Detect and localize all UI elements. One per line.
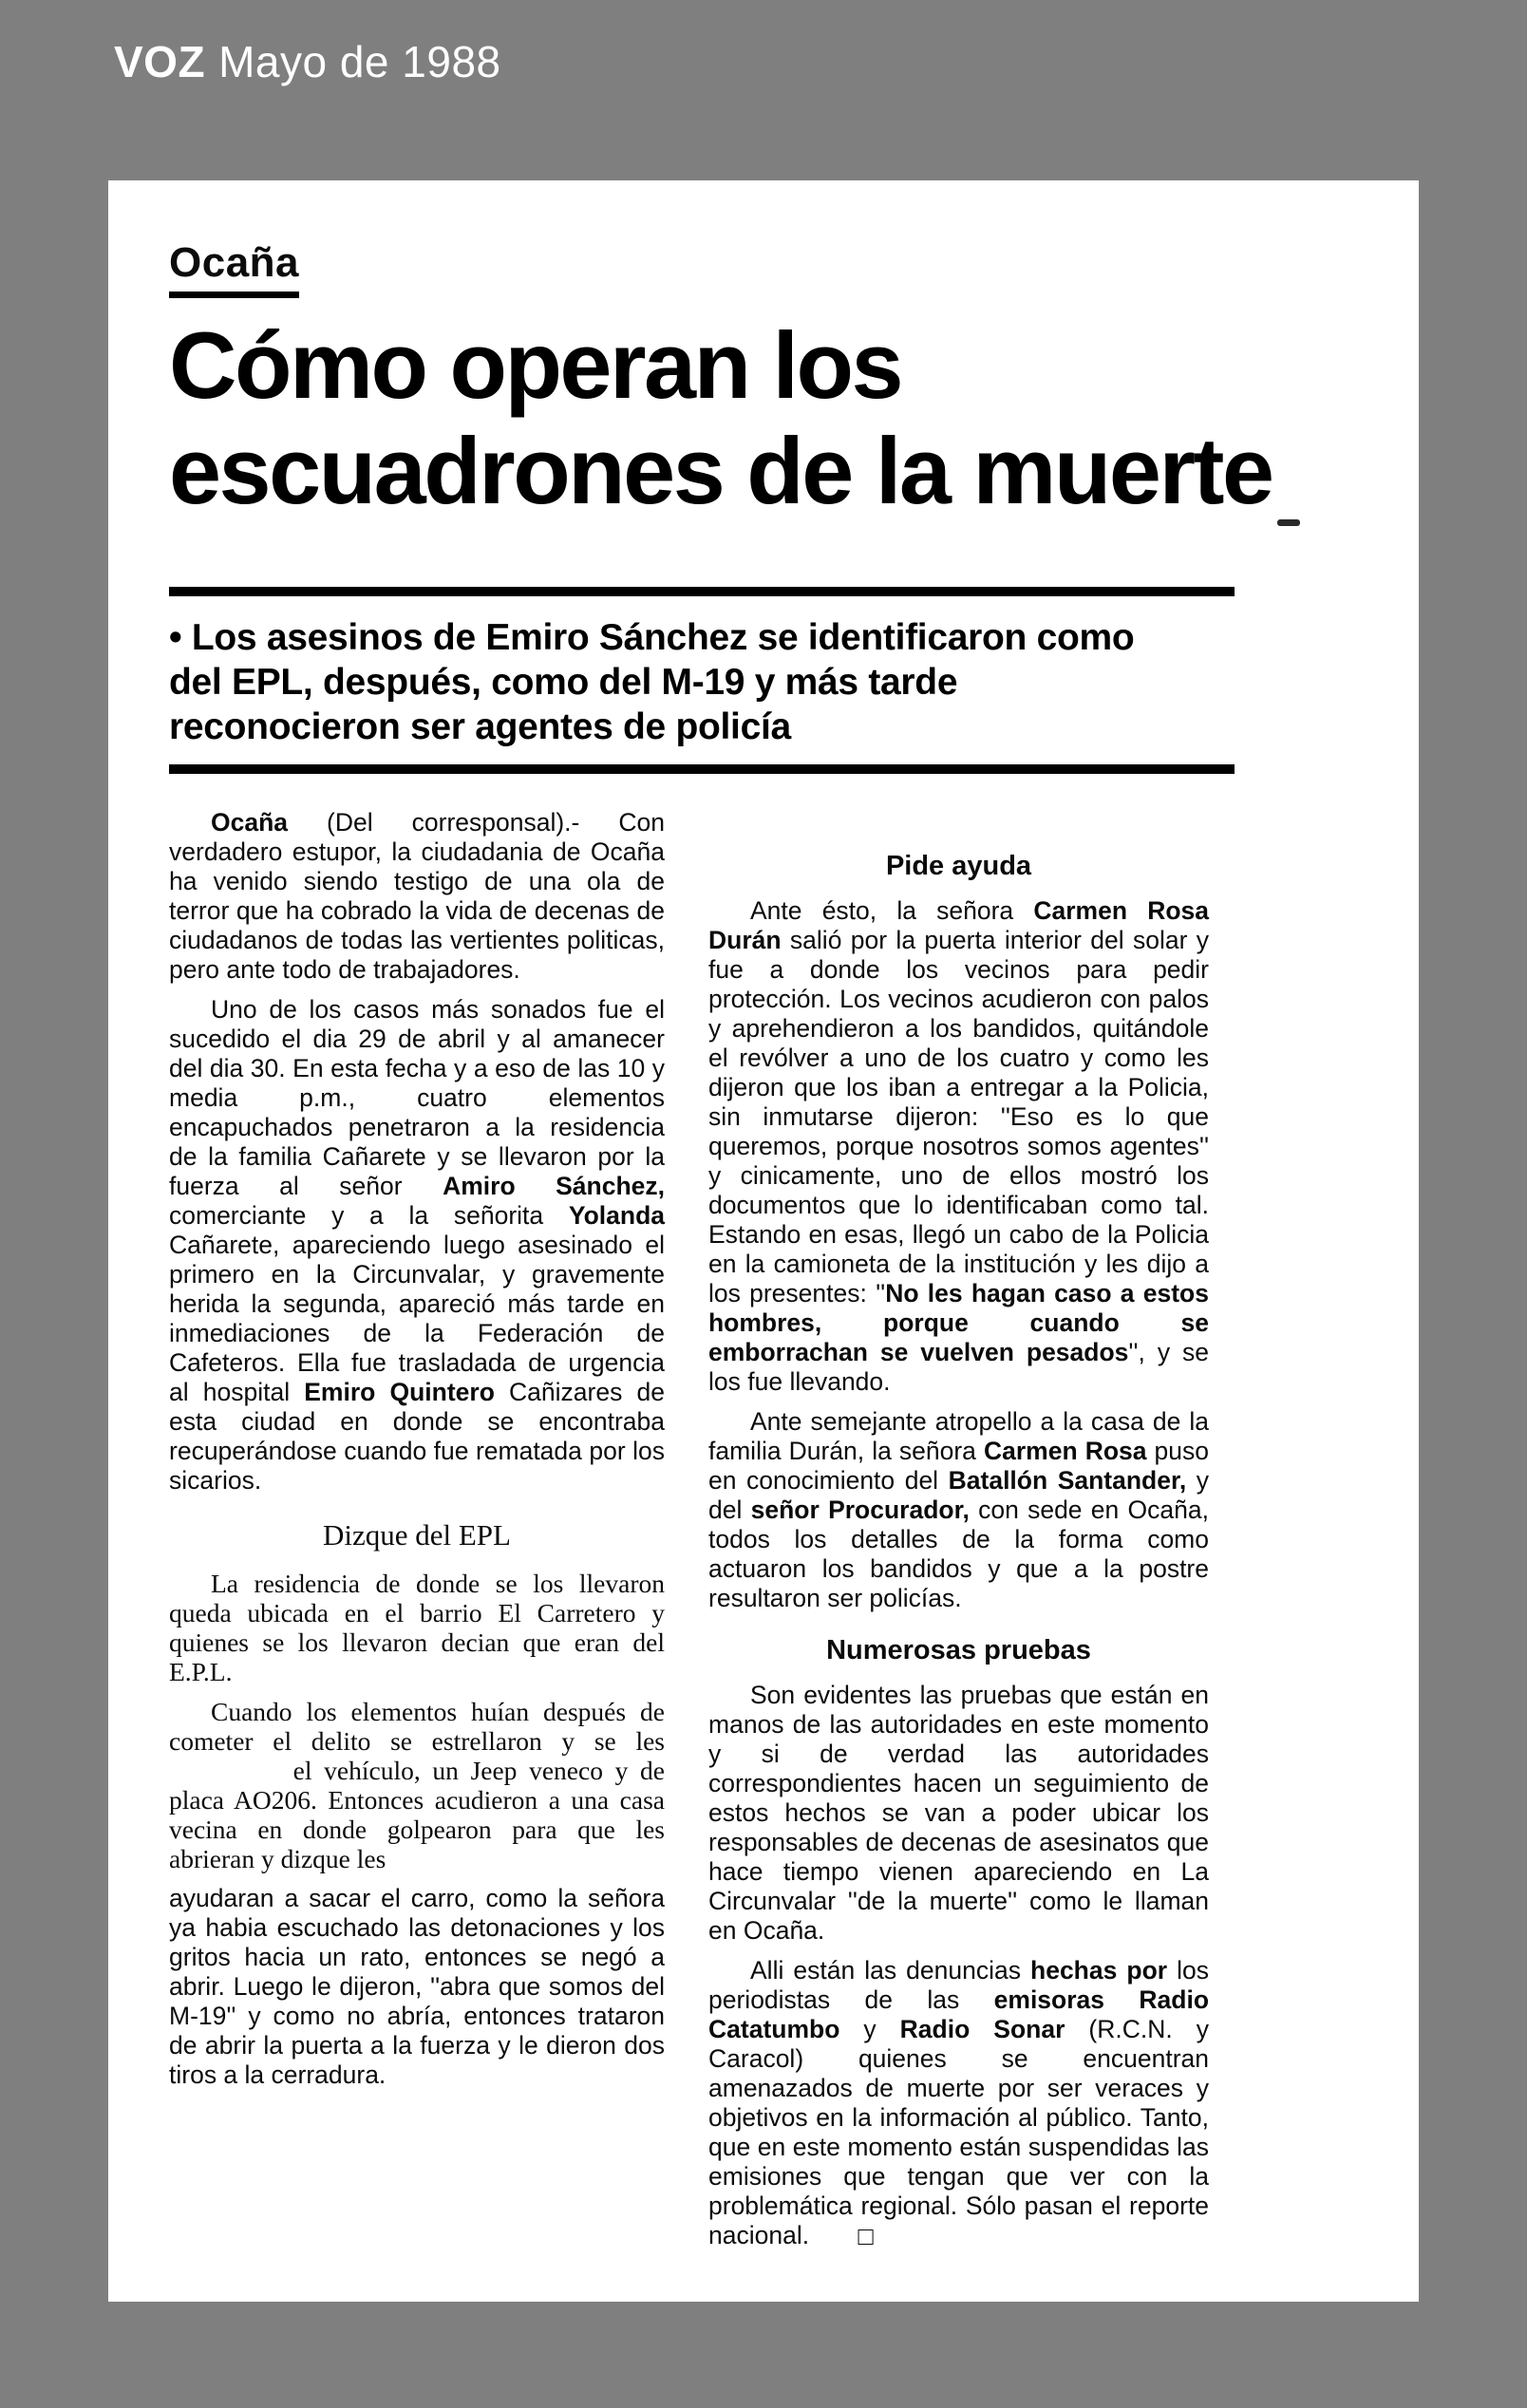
left-column xyxy=(169,808,665,2261)
headline xyxy=(169,313,1364,524)
newspaper-page xyxy=(108,180,1419,2302)
headline-line-1: Cómo operan los xyxy=(169,312,902,418)
headline-line-2: escuadrones de la muerte xyxy=(169,417,1272,523)
subhead-dizque-del-epl: Dizque del EPL xyxy=(322,1518,511,1552)
paragraph-runs: Alli están las denuncias hechas por los periodistas de las emisoras Radio Catatumbo y Radio Sonar (R.C.N. y Caracol) quienes se encuentran amenazados de muerte por ser veraces y objetivos en la información al público. Tanto, que en este momento están suspendidas las emisiones que tengan que ver con la problemática regional. Sólo pasan el reporte nacional. xyxy=(708,1956,1210,2250)
kicker: Ocaña xyxy=(169,239,299,298)
paragraph: Ocaña (Del corresponsal).- Con verdadero estupor, la ciudadania de Ocaña ha venido siendo testigo de una ola de terror que ha cobrado la vida de decenas de ciudadanos de todas las vertientes politicas, pero ante todo de trabajadores. xyxy=(169,808,665,985)
masthead-brand: VOZ xyxy=(114,37,206,86)
masthead-date: Mayo de 1988 xyxy=(218,37,501,86)
divider-rule-bottom xyxy=(169,764,1235,774)
paragraph: Ante ésto, la señora Carmen Rosa Durán salió por la puerta interior del solar y fue a donde los vecinos para pedir protección. Los vecinos acudieron con palos y aprehendieron a los bandidos, quitándole el revólver a uno de los cuatro y como les dijeron que los iban a entregar a la Policia, sin inmutarse dijeron: ''Eso es lo que queremos, porque nosotros somos agentes'' y cinicamente, uno de ellos mostró los documentos que lo identificaban como tal. Estando en esas, llegó un cabo de la Policia en la camioneta de la institución y les dijo a los presentes: ''No les hagan caso a estos hombres, porque cuando se emborrachan se vuelven pesados'', y se los fue llevando. xyxy=(708,896,1209,1397)
subhead-pide-ayuda: Pide ayuda xyxy=(885,851,1032,882)
paragraph: Uno de los casos más sonados fue el sucedido el dia 29 de abril y al amanecer del dia 30. En esta fecha y a eso de las 10 y media p.m., cuatro elementos encapuchados penetraron a la residencia de la familia Cañarete y se llevaron por la fuerza al señor Amiro Sánchez, comerciante y a la señorita Yolanda Cañarete, apareciendo luego asesinado el primero en la Circunvalar, y gravemente herida la segunda, apareció más tarde en inmediaciones de la Federación de Cafeteros. Ella fue trasladada de urgencia al hospital Emiro Quintero Cañizares de esta ciudad en donde se encontraba recuperándose cuando fue rematada por los sicarios. xyxy=(169,995,665,1496)
standfirst xyxy=(169,615,1364,749)
paragraph: La residencia de donde se los llevaron queda ubicada en el barrio El Carretero y quienes se los llevaron decian que eran del E.P.L. xyxy=(169,1569,665,1687)
paragraph: Ante semejante atropello a la casa de la familia Durán, la señora Carmen Rosa puso en conocimiento del Batallón Santander, y del señor Procurador, con sede en Ocaña, todos los detalles de la forma como actuaron los bandidos y que a la postre resultaron ser policías. xyxy=(708,1407,1210,1613)
standfirst-line-1: • Los asesinos de Emiro Sánchez se identificaron como xyxy=(169,617,1135,659)
masthead xyxy=(114,38,501,86)
subhead-numerosas-pruebas: Numerosas pruebas xyxy=(826,1635,1091,1666)
divider-rule-top xyxy=(169,587,1235,596)
paragraph: ayudaran a sacar el carro, como la señora ya habia escuchado las detonaciones y los gritos hacia un rato, entonces se negó a abrir. Luego le dijeron, ''abra que somos del M-19'' y como no abría, entonces trataron de abrir la puerta a la fuerza y le dieron dos tiros a la cerradura. xyxy=(169,1884,665,2090)
end-of-article-mark: □ xyxy=(858,2222,874,2251)
scan-artifact xyxy=(1277,519,1300,526)
paragraph: Cuando los elementos huían después de cometer el delito se estrellaron y se les el vehículo, un Jeep veneco y de placa AO206. Entonces acudieron a una casa vecina en donde golpearon para que les abrieran y dizque les xyxy=(169,1697,665,1874)
paragraph xyxy=(708,1956,1209,2250)
article-body xyxy=(169,808,1364,2261)
paragraph: Son evidentes las pruebas que están en manos de las autoridades en este momento y si de verdad las autoridades correspondientes hacen un seguimiento de estos hechos se van a poder ubicar los responsables de decenas de asesinatos que hace tiempo vienen apareciendo en La Circunvalar ''de la muerte'' como le llaman en Ocaña. xyxy=(708,1681,1209,1946)
page-content xyxy=(108,180,1419,2261)
standfirst-line-3: reconocieron ser agentes de policía xyxy=(169,706,791,748)
right-column xyxy=(708,808,1209,2261)
standfirst-line-2: del EPL, después, como del M-19 y más tarde xyxy=(169,662,958,704)
